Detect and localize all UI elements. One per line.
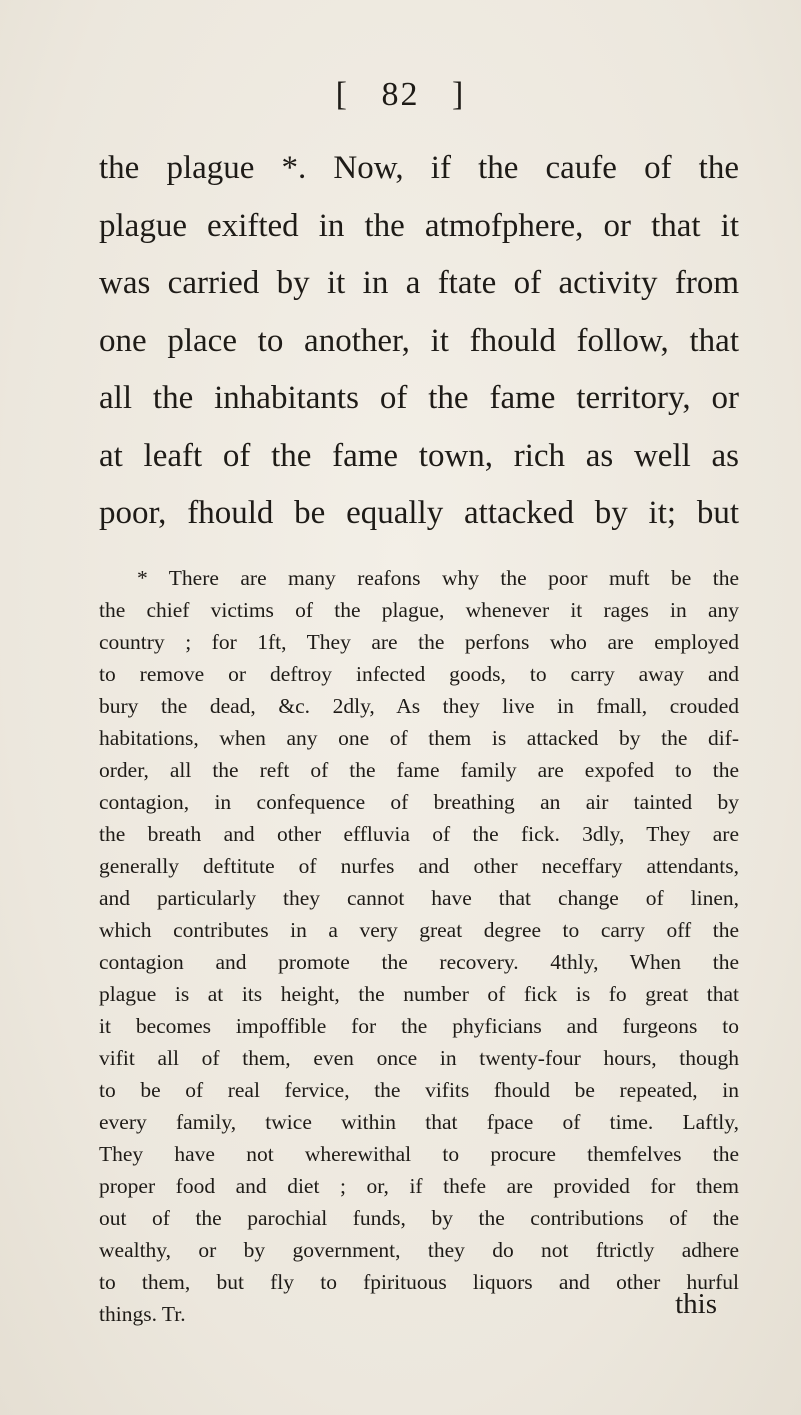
- page-number: 82: [381, 76, 420, 113]
- main-paragraph: [99, 140, 739, 543]
- bracket-close: ]: [452, 76, 466, 113]
- footnote: [99, 562, 739, 1330]
- footnote-line: They have not wherewithal to procure themfelves the: [99, 1142, 739, 1166]
- footnote-line: plague is at its height, the number of fick is fo great that: [99, 982, 739, 1006]
- page-header: [0, 76, 801, 114]
- footnote-line: order, all the reft of the fame family are expofed to the: [99, 758, 739, 782]
- footnote-line: to be of real fervice, the vifits fhould be repeated, in: [99, 1078, 739, 1102]
- main-line: the plague *. Now, if the caufe of the: [99, 150, 739, 186]
- main-line: all the inhabitants of the fame territory, or: [99, 380, 739, 416]
- main-line: plague exifted in the atmofphere, or that it: [99, 207, 739, 244]
- footnote-line: every family, twice within that fpace of time. Laftly,: [99, 1110, 739, 1134]
- main-line: one place to another, it fhould follow, that: [99, 322, 739, 359]
- footnote-line: habitations, when any one of them is attacked by the dif-: [99, 726, 739, 750]
- footnote-line: the chief victims of the plague, whenever it rages in any: [99, 598, 739, 622]
- footnote-line: proper food and diet ; or, if thefe are provided for them: [99, 1174, 739, 1198]
- bracket-open: [: [335, 76, 349, 113]
- catchword: this: [675, 1288, 717, 1320]
- footnote-line: to them, but fly to fpirituous liquors and other hurful: [99, 1270, 739, 1294]
- footnote-line: * There are many reafons why the poor muft be the: [137, 566, 739, 590]
- footnote-line: out of the parochial funds, by the contributions of the: [99, 1206, 739, 1230]
- footnote-line: to remove or deftroy infected goods, to carry away and: [99, 662, 739, 686]
- footnote-line: contagion, in confequence of breathing an air tainted by: [99, 790, 739, 814]
- main-line: was carried by it in a ftate of activity from: [99, 265, 739, 301]
- main-line: at leaft of the fame town, rich as well as: [99, 437, 739, 474]
- footnote-line: generally deftitute of nurfes and other neceffary attendants,: [99, 854, 739, 878]
- footnote-line: which contributes in a very great degree to carry off the: [99, 918, 739, 942]
- footnote-line: things. Tr.: [99, 1302, 186, 1326]
- footnote-line: the breath and other effluvia of the fick. 3dly, They are: [99, 822, 739, 846]
- footnote-line: country ; for 1ft, They are the perfons who are employed: [99, 630, 739, 654]
- main-line: poor, fhould be equally attacked by it; but: [99, 495, 739, 531]
- footnote-line: vifit all of them, even once in twenty-four hours, though: [99, 1046, 739, 1070]
- footnote-line: contagion and promote the recovery. 4thly, When the: [99, 950, 739, 974]
- footnote-line: and particularly they cannot have that change of linen,: [99, 886, 739, 910]
- footnote-line: bury the dead, &c. 2dly, As they live in fmall, crouded: [99, 694, 739, 718]
- footnote-line: it becomes impoffible for the phyficians and furgeons to: [99, 1014, 739, 1038]
- footnote-line: wealthy, or by government, they do not ftrictly adhere: [99, 1238, 739, 1262]
